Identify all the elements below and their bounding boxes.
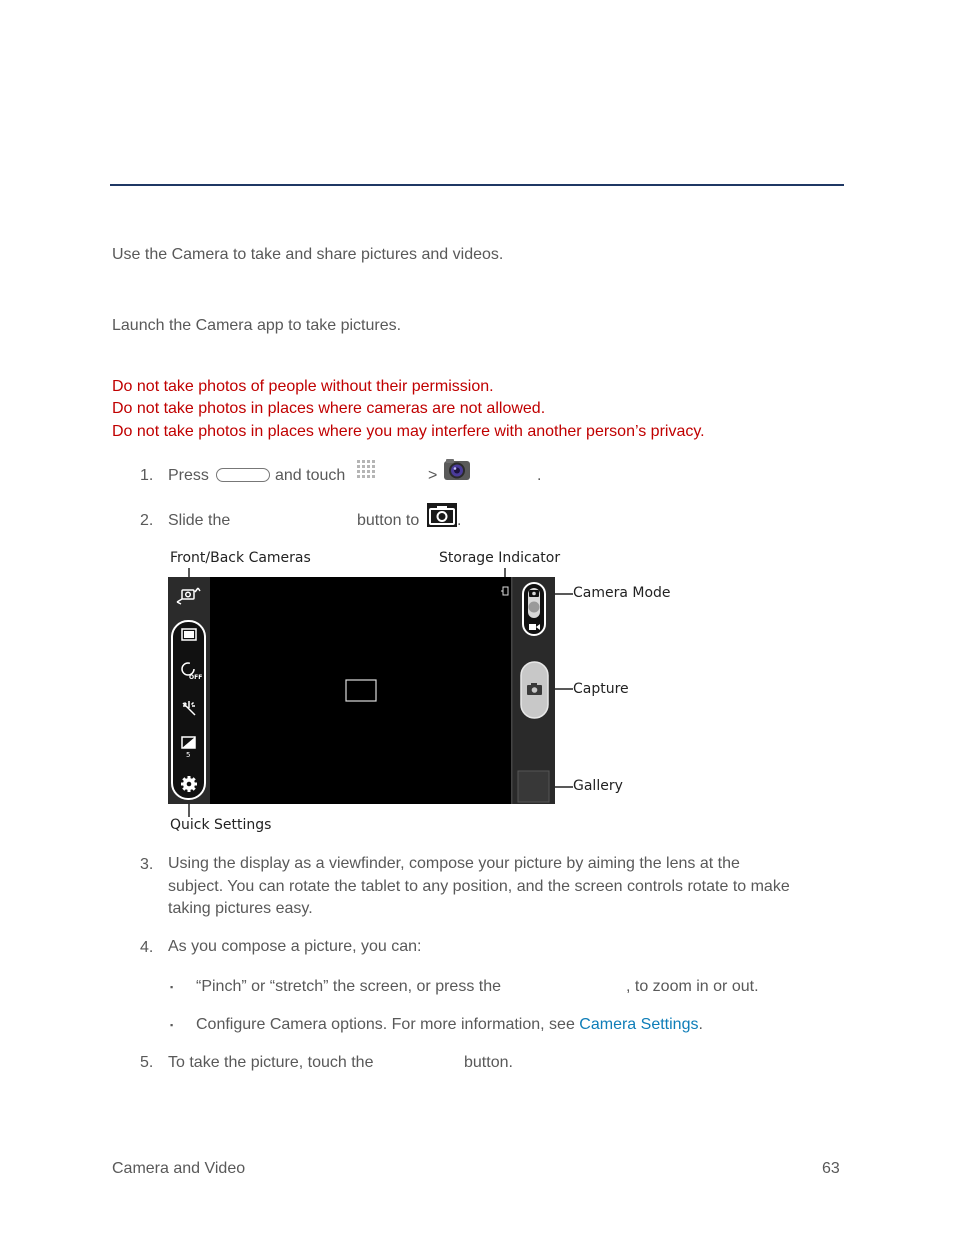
step-4-text: As you compose a picture, you can: (168, 938, 422, 955)
svg-text:OFF: OFF (189, 674, 203, 681)
warning-1: Do not take photos of people without their permission. (112, 378, 494, 395)
label-camera-mode: Camera Mode (573, 585, 671, 601)
intro-text: Use the Camera to take and share pictures and videos. (112, 246, 504, 263)
apps-grid-icon (356, 459, 378, 483)
step-number: 5. (140, 1054, 154, 1071)
step-1-arrow: > (428, 467, 438, 484)
bullet-marker: ▪ (170, 982, 174, 992)
step-2-button: button to (357, 512, 420, 529)
step-number: 1. (140, 467, 154, 484)
label-front-back-cameras: Front/Back Cameras (170, 550, 311, 566)
launch-text: Launch the Camera app to take pictures. (112, 317, 402, 334)
label-gallery: Gallery (573, 778, 623, 794)
camera-ui-diagram (165, 545, 685, 840)
footer-section: Camera and Video (112, 1160, 246, 1177)
label-quick-settings: Quick Settings (170, 817, 272, 833)
step-number: 2. (140, 512, 154, 529)
step-5 (168, 1052, 568, 1076)
warning-2: Do not take photos in places where cameras are not allowed. (112, 400, 546, 417)
step-3-line-2: subject. You can rotate the tablet to any position, and the screen controls rotate to make (168, 878, 790, 895)
bullet-2 (196, 1015, 703, 1035)
step-1-touch: and touch (275, 467, 346, 484)
home-key-icon (216, 468, 270, 482)
warning-3: Do not take photos in places where you may interfere with another person’s privacy. (112, 423, 705, 440)
bullet-1-text-b: , to zoom in or out. (626, 978, 759, 995)
bullet-marker: ▪ (170, 1020, 174, 1030)
step-3-line-3: taking pictures easy. (168, 900, 313, 917)
step-5-text-b: button. (464, 1054, 513, 1071)
camera-screen-figure (165, 545, 685, 840)
gear-icon[interactable] (181, 776, 197, 792)
camera-app-icon (443, 458, 471, 482)
gallery-thumbnail (518, 771, 549, 802)
step-3-line-1: Using the display as a viewfinder, compose your picture by aiming the lens at the (168, 855, 740, 872)
camera-settings-link[interactable]: Camera Settings (579, 1016, 699, 1033)
bullet-1-text-a: “Pinch” or “stretch” the screen, or press the (196, 978, 501, 995)
step-2-end: . (457, 512, 462, 529)
step-1-press: Press (168, 467, 209, 484)
step-number: 3. (140, 856, 154, 873)
step-number: 4. (140, 939, 154, 956)
page-number: 63 (822, 1160, 840, 1177)
label-storage-indicator: Storage Indicator (439, 550, 561, 566)
step-2 (168, 510, 488, 536)
step-5-text-a: To take the picture, touch the (168, 1054, 374, 1071)
camera-icon[interactable] (529, 590, 539, 597)
bullet-2-text-b: . (698, 1016, 703, 1033)
step-1-end: . (537, 467, 542, 484)
svg-text:5: 5 (186, 751, 191, 759)
step-1 (168, 465, 568, 489)
label-capture: Capture (573, 681, 629, 697)
step-2-slide: Slide the (168, 512, 231, 529)
heading-rule (110, 184, 844, 186)
bullet-1 (196, 977, 796, 999)
bullet-2-text-a: Configure Camera options. For more information, see (196, 1016, 575, 1033)
camera-mode-icon (427, 503, 457, 527)
